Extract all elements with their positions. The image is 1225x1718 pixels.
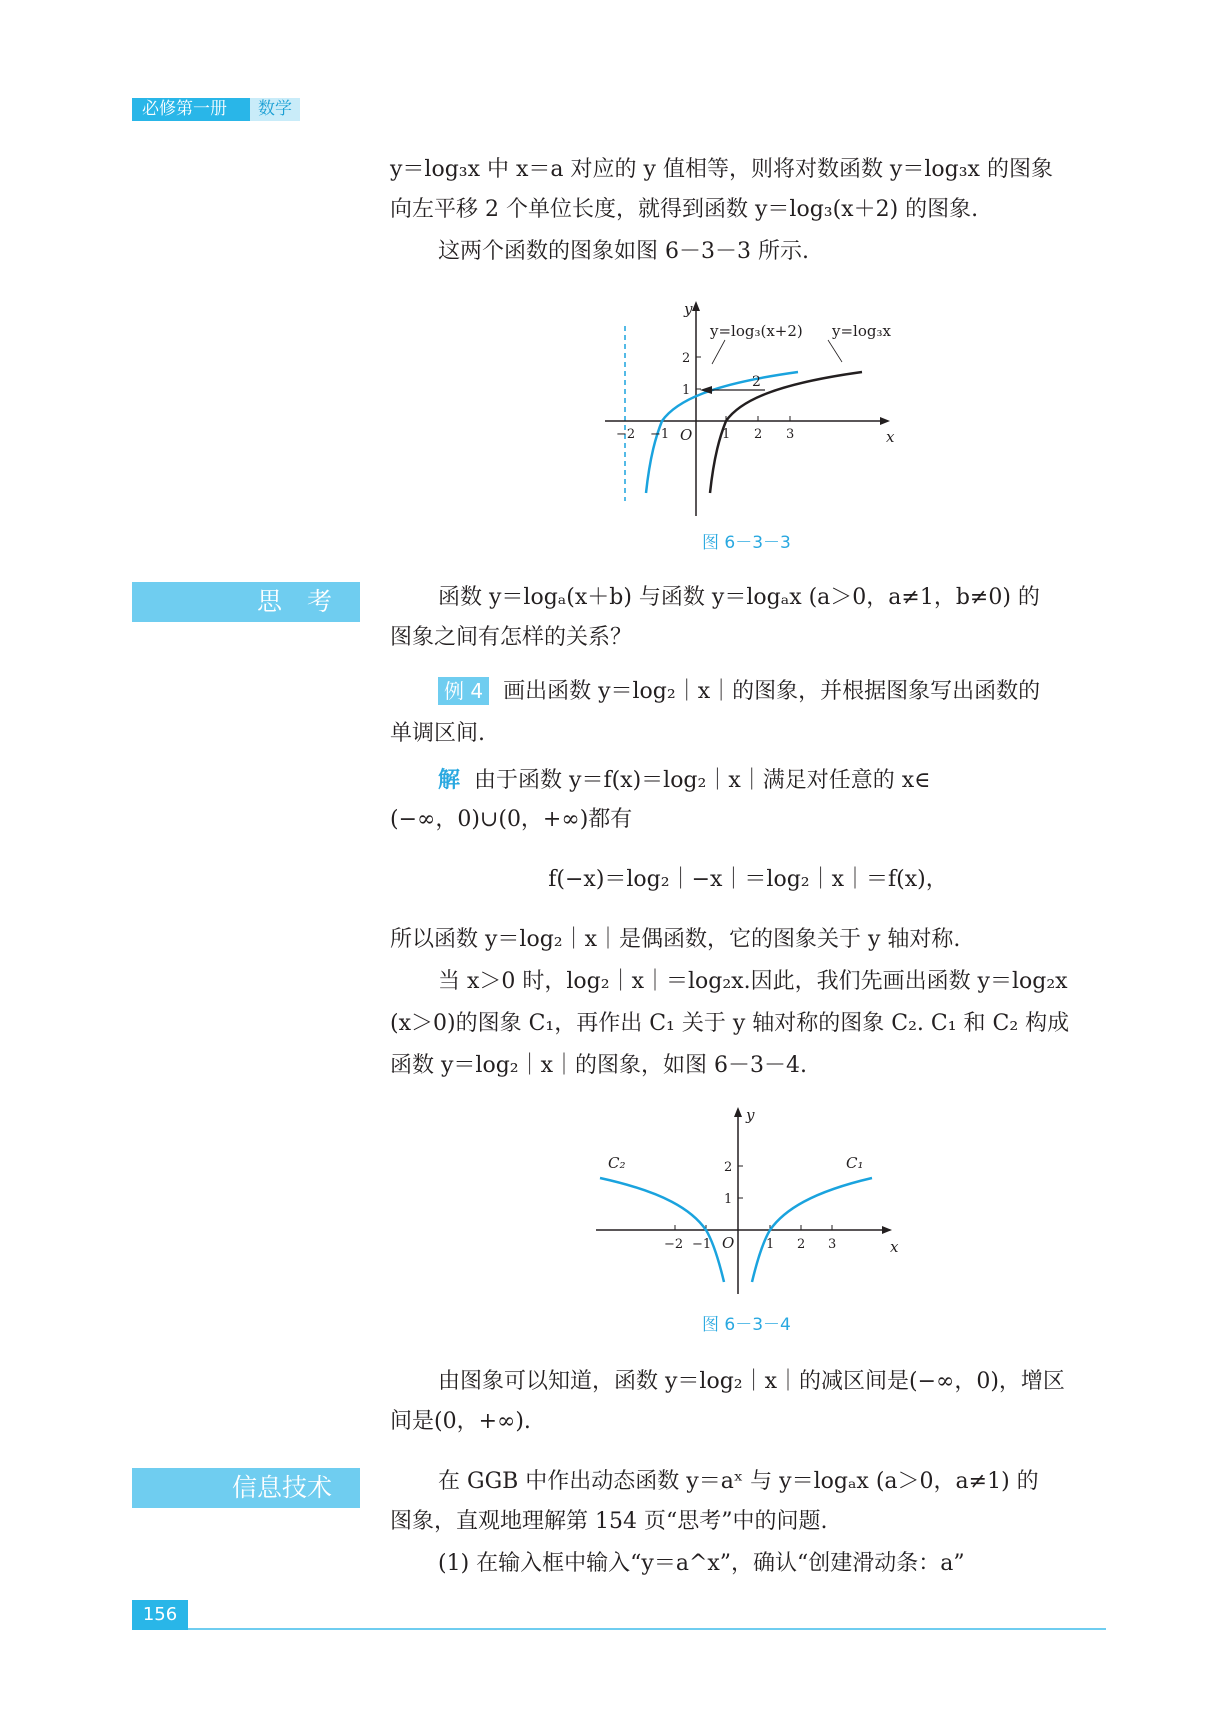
subject-label: 数学: [250, 98, 300, 121]
think-line2: 图象之间有怎样的关系？: [390, 625, 633, 650]
para1-line2: 向左平移 2 个单位长度，就得到函数 y＝log₃(x＋2) 的图象.: [390, 197, 979, 222]
solution-line5: (x＞0)的图象 C₁，再作出 C₁ 关于 y 轴对称的图象 C₂. C₁ 和 C₂ 构成: [390, 1011, 1070, 1036]
infotech-title: 信息技术: [132, 1468, 360, 1508]
figure-6-3-4: [592, 1102, 904, 1300]
fig2-label-c2: C₂: [608, 1154, 626, 1172]
think-title: 思 考: [132, 582, 360, 622]
solution-tag: 解: [438, 767, 461, 793]
solution-line4: 当 x＞0 时，log₂｜x｜＝log₂x.因此，我们先画出函数 y＝log₂x: [438, 969, 1068, 994]
fig2-xtick-4: 3: [828, 1237, 837, 1252]
header-tag: [132, 98, 300, 121]
infotech-line1: 在 GGB 中作出动态函数 y＝aˣ 与 y＝logₐx (a＞0，a≠1) 的: [438, 1469, 1039, 1494]
conclusion-line1: 由图象可以知道，函数 y＝log₂｜x｜的减区间是(−∞，0)，增区: [438, 1369, 1065, 1394]
fig2-ytick-0: 1: [724, 1192, 733, 1207]
solution-block: [438, 760, 1106, 801]
infotech-line2: 图象，直观地理解第 154 页“思考”中的问题.: [390, 1509, 828, 1534]
fig2-label-c1: C₁: [846, 1154, 864, 1172]
fig1-xtick-4: 3: [786, 427, 795, 442]
fig1-caption: 图 6－3－3: [702, 533, 791, 553]
fig1-ytick-0: 1: [682, 383, 691, 398]
fig2-xtick-3: 2: [797, 1237, 806, 1252]
fig1-xtick-0: −2: [616, 427, 636, 442]
para1-line3: 这两个函数的图象如图 6－3－3 所示.: [438, 239, 809, 264]
fig1-xtick-3: 2: [754, 427, 763, 442]
fig1-xtick-2: 1: [722, 427, 731, 442]
fig1-label-right: y=log₃x: [832, 322, 891, 340]
fig1-axis-x: x: [886, 428, 895, 446]
fig2-caption: 图 6－3－4: [702, 1315, 791, 1335]
solution-line6: 函数 y＝log₂｜x｜的图象，如图 6－3－4.: [390, 1053, 807, 1078]
solution-line1: 由于函数 y＝f(x)＝log₂｜x｜满足对任意的 x∈: [474, 768, 931, 793]
book-label: 必修第一册: [132, 98, 250, 121]
fig2-xtick-0: −2: [664, 1237, 684, 1252]
page-number: 156: [132, 1600, 188, 1630]
fig1-shift-label: 2: [752, 374, 761, 390]
solution-formula: f(−x)＝log₂｜−x｜＝log₂｜x｜＝f(x)，: [548, 867, 948, 892]
think-line1: 函数 y＝logₐ(x＋b) 与函数 y＝logₐx (a＞0，a≠1，b≠0) 的: [438, 585, 1040, 610]
fig1-label-left: y=log₃(x+2): [710, 322, 803, 340]
fig2-xtick-2: 1: [766, 1237, 775, 1252]
infotech-line3: (1) 在输入框中输入“y＝a^x”，确认“创建滑动条：a”: [438, 1551, 965, 1576]
fig2-origin: O: [722, 1234, 735, 1252]
fig2-xtick-1: −1: [692, 1237, 712, 1252]
fig1-xtick-1: −1: [650, 427, 670, 442]
fig1-axis-y: y: [684, 300, 693, 318]
figure-6-3-3: [600, 296, 900, 518]
footer-divider: [188, 1628, 1106, 1630]
para1-line1: y＝log₃x 中 x＝a 对应的 y 值相等，则将对数函数 y＝log₃x 的图象: [390, 157, 1053, 182]
conclusion-line2: 间是(0，+∞).: [390, 1409, 531, 1434]
fig1-origin: O: [680, 426, 693, 444]
fig1-ytick-1: 2: [682, 351, 691, 366]
fig2-axis-x: x: [890, 1238, 899, 1256]
example-line2: 单调区间.: [390, 721, 485, 746]
example-line1: 画出函数 y＝log₂｜x｜的图象，并根据图象写出函数的: [503, 679, 1041, 704]
solution-line2: (−∞，0)∪(0，+∞)都有: [390, 807, 633, 832]
example-tag: 例 4: [438, 677, 489, 705]
example-block: [438, 672, 1106, 712]
fig2-axis-y: y: [746, 1106, 755, 1124]
solution-line3: 所以函数 y＝log₂｜x｜是偶函数，它的图象关于 y 轴对称.: [390, 927, 961, 952]
fig2-ytick-1: 2: [724, 1160, 733, 1175]
